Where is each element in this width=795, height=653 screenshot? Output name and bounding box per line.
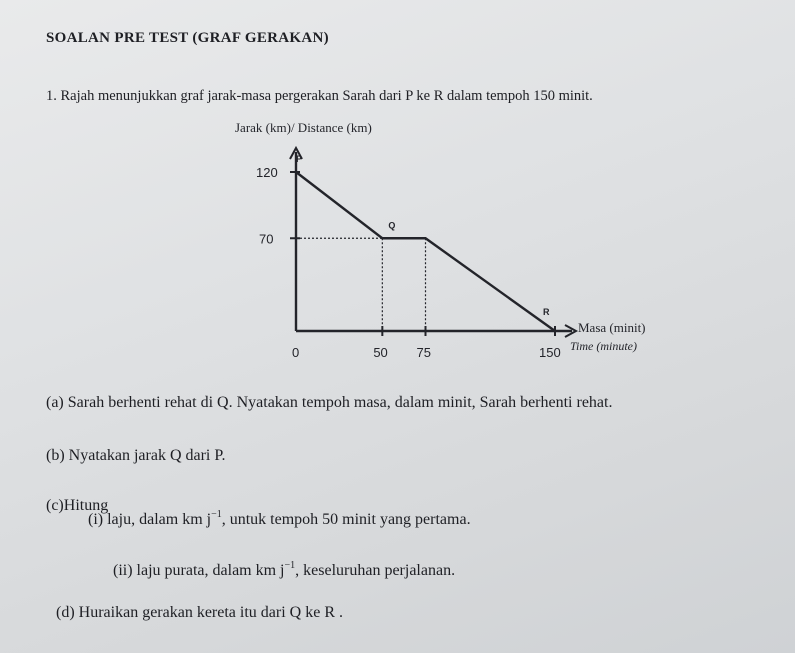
question-c-label: (c)Hitung	[46, 497, 109, 514]
question-c-ii-text: (ii) laju purata, dalam km j	[113, 562, 285, 579]
question-c-i	[88, 509, 471, 529]
x-axis-label-malay: Masa (minit)	[578, 320, 646, 335]
page-title: SOALAN PRE TEST (GRAF GERAKAN)	[46, 30, 329, 46]
x-tick-label: 0	[292, 345, 300, 360]
question-a: (a) Sarah berhenti rehat di Q. Nyatakan tempoh masa, dalam minit, Sarah berhenti rehat.	[46, 394, 613, 411]
x-tick-label: 50	[373, 345, 388, 360]
question-intro: 1. Rajah menunjukkan graf jarak-masa pergerakan Sarah dari P ke R dalam tempoh 150 minit.	[46, 88, 593, 104]
question-c-i-exponent: −1	[211, 509, 222, 520]
x-tick-label: 75	[416, 345, 431, 360]
y-tick-label: 120	[256, 165, 278, 180]
y-tick-label: 70	[259, 231, 274, 247]
question-d: (d) Huraikan gerakan kereta itu dari Q ke R .	[56, 604, 343, 621]
question-c-i-text: (i) laju, dalam km j	[88, 511, 212, 528]
question-c-ii	[113, 560, 455, 580]
question-b: (b) Nyatakan jarak Q dari P.	[46, 447, 226, 464]
question-c-ii-text-end: , keseluruhan perjalanan.	[295, 562, 456, 579]
x-tick-label: 150	[539, 345, 561, 360]
question-c-i-text-end: , untuk tempoh 50 minit yang pertama.	[221, 511, 471, 528]
x-axis-label-english: Time (minute)	[570, 339, 637, 353]
point-label-q: Q	[388, 220, 396, 231]
question-c-ii-exponent: −1	[284, 560, 296, 571]
y-axis-label: Jarak (km)/ Distance (km)	[235, 120, 372, 135]
point-label-r: R	[543, 307, 550, 317]
point-label-p: P	[296, 154, 303, 164]
